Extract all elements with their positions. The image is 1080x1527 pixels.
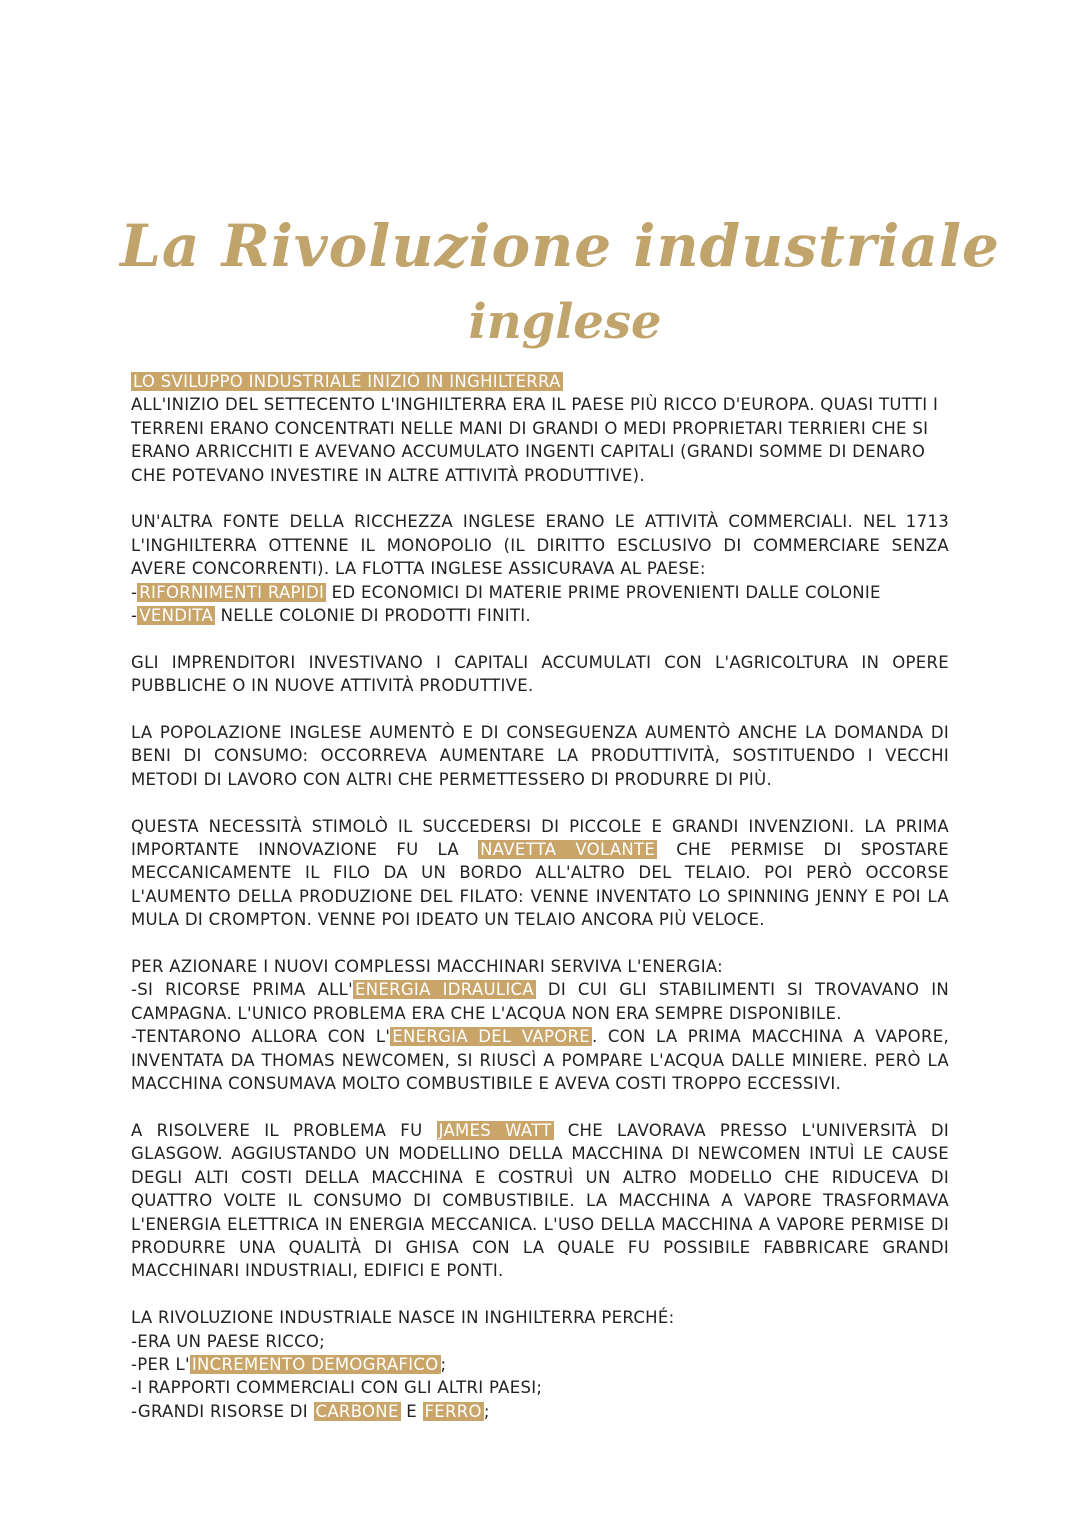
list-item-text: E [400,1401,423,1421]
paragraph-origins-text: ALL'INIZIO DEL SETTECENTO L'INGHILTERRA ERA IL PAESE PIÙ RICCO D'EUROPA. QUASI TUTTI I TERRENI ERANO CONCENTRATI NELLE MANI DI GRANDI O MEDI PROPRIETARI TERRIERI CHE SI ERANO ARRICCHITI E AVEVANO ACCUMULATO INGENTI CAPITALI (GRANDI SOMME DI DENARO CHE POTEVANO INVESTIRE IN ALTRE ATTIVITÀ PRODUTTIVE). [131,395,939,485]
paragraph-reasons-intro: LA RIVOLUZIONE INDUSTRIALE NASCE IN INGHILTERRA PERCHÉ: [131,1308,675,1328]
paragraph-inventions-text: QUESTA NECESSITÀ STIMOLÒ IL SUCCEDERSI DI PICCOLE E GRANDI INVENZIONI. LA PRIMA IMPORTANTE INNOVAZIONE FU LA [131,816,949,860]
list-item: -ERA UN PAESE RICCO; [131,1331,326,1351]
list-item [131,978,949,1025]
paragraph-energy [131,955,949,1095]
paragraph-commerce [131,510,949,627]
document-title: La Rivoluzione industriale [120,212,1000,280]
paragraph-population: LA POPOLAZIONE INGLESE AUMENTÒ E DI CONSEGUENZA AUMENTÒ ANCHE LA DOMANDA DI BENI DI CONSUMO: OCCORREVA AUMENTARE LA PRODUTTIVITÀ, SOSTITUENDO I VECCHI METODI DI LAVORO CON ALTRI CHE PERMETTESSERO DI PRODURRE DI PIÙ. [131,723,949,789]
document-subtitle: inglese [468,294,662,350]
paragraph-watt-text-cont: CHE LAVORAVA PRESSO L'UNIVERSITÀ DI GLASGOW. AGGIUSTANDO UN MODELLINO DELLA MACCHINA DI NEWCOMEN INTUÌ LE CAUSE DEGLI ALTI COSTI DELLA MACCHINA E COSTRUÌ UN ALTRO MODELLO CHE RIDUCEVA DI QUATTRO VOLTE IL CONSUMO DI COMBUSTIBILE. LA MACCHINA A VAPORE TRASFORMAVA L'ENERGIA ELETTRICA IN ENERGIA MECCANICA. L'USO DELLA MACCHINA A VAPORE PERMISE DI PRODURRE UNA QUALITÀ DI GHISA CON LA QUALE FU POSSIBILE FABBRICARE GRANDI MACCHINARI INDUSTRIALI, EDIFICI E PONTI. [131,1120,950,1281]
list-item-text: DI CUI GLI STABILIMENTI SI TROVAVANO IN CAMPAGNA. L'UNICO PROBLEMA ERA CHE L'ACQUA NON ERA SEMPRE DISPONIBILE. [131,980,950,1023]
list-item-text: -TENTARONO ALLORA CON L' [131,1027,391,1047]
list-item-text: . CON LA PRIMA MACCHINA A VAPORE, INVENTATA DA THOMAS NEWCOMEN, SI RIUSCÌ A POMPARE L'ACQUA DALLE MINIERE. PERÒ LA MACCHINA CONSUMAVA MOLTO COMBUSTIBILE E AVEVA COSTI TROPPO ECCESSIVI. [131,1027,949,1094]
list-bullet: - [131,606,138,626]
paragraph-commerce-text: UN'ALTRA FONTE DELLA RICCHEZZA INGLESE ERANO LE ATTIVITÀ COMMERCIALI. NEL 1713 L'INGHILTERRA OTTENNE IL MONOPOLIO (IL DIRITTO ESCLUSIVO DI COMMERCIARE SENZA AVERE CONCORRENTI). LA FLOTTA INGLESE ASSICURAVA AL PAESE: [131,512,949,579]
highlight-vendita: VENDITA [139,606,214,626]
list-item-text: ED ECONOMICI DI MATERIE PRIME PROVENIENTI DALLE COLONIE [326,582,881,602]
paragraph-origins [131,370,949,487]
paragraph-energy-intro: PER AZIONARE I NUOVI COMPLESSI MACCHINARI SERVIVA L'ENERGIA: [131,957,724,977]
list-item [131,1025,949,1095]
section-heading: LO SVILUPPO INDUSTRIALE INIZIÒ IN INGHILTERRA [133,372,561,391]
list-item [131,1400,949,1423]
list-item [131,1353,949,1376]
highlight-rifornimenti: RIFORNIMENTI RAPIDI [139,582,325,602]
paragraph-inventions-text-cont: CHE PERMISE DI SPOSTARE MECCANICAMENTE IL FILO DA UN BORDO ALL'ALTRO DEL TELAIO. POI PERÒ OCCORSE L'AUMENTO DELLA PRODUZIONE DEL FILATO: VENNE INVENTATO LO SPINNING JENNY E POI LA MULA DI CROMPTON. VENNE POI IDEATO UN TELAIO ANCORA PIÙ VELOCE. [131,840,949,930]
list-item-text: -PER L' [131,1354,190,1374]
list-bullet: - [131,582,138,602]
highlight-james-watt: JAMES WATT [438,1120,552,1140]
list-item [131,604,949,627]
paragraph-inventions [131,815,949,932]
highlight-energia-vapore: ENERGIA DEL VAPORE [392,1027,590,1047]
highlight-ferro: FERRO [424,1401,482,1421]
highlight-incremento: INCREMENTO DEMOGRAFICO [191,1354,439,1374]
paragraph-watt-text: A RISOLVERE IL PROBLEMA FU [131,1120,437,1140]
highlight-carbone: CARBONE [315,1401,399,1421]
list-item-text: ; [483,1401,490,1421]
list-item: -I RAPPORTI COMMERCIALI CON GLI ALTRI PAESI; [131,1378,543,1398]
list-item-text: ; [440,1354,447,1374]
highlight-navetta: NAVETTA VOLANTE [480,840,656,860]
list-item [131,581,949,604]
list-item-text: NELLE COLONIE DI PRODOTTI FINITI. [215,606,531,626]
document-body [131,370,949,1447]
paragraph-watt [131,1119,949,1283]
highlight-energia-idraulica: ENERGIA IDRAULICA [354,980,534,1000]
list-item-text: -SI RICORSE PRIMA ALL' [131,980,353,1000]
list-item-text: -GRANDI RISORSE DI [131,1401,314,1421]
paragraph-reasons [131,1306,949,1423]
paragraph-entrepreneurs: GLI IMPRENDITORI INVESTIVANO I CAPITALI ACCUMULATI CON L'AGRICOLTURA IN OPERE PUBBLICHE O IN NUOVE ATTIVITÀ PRODUTTIVE. [131,652,949,696]
